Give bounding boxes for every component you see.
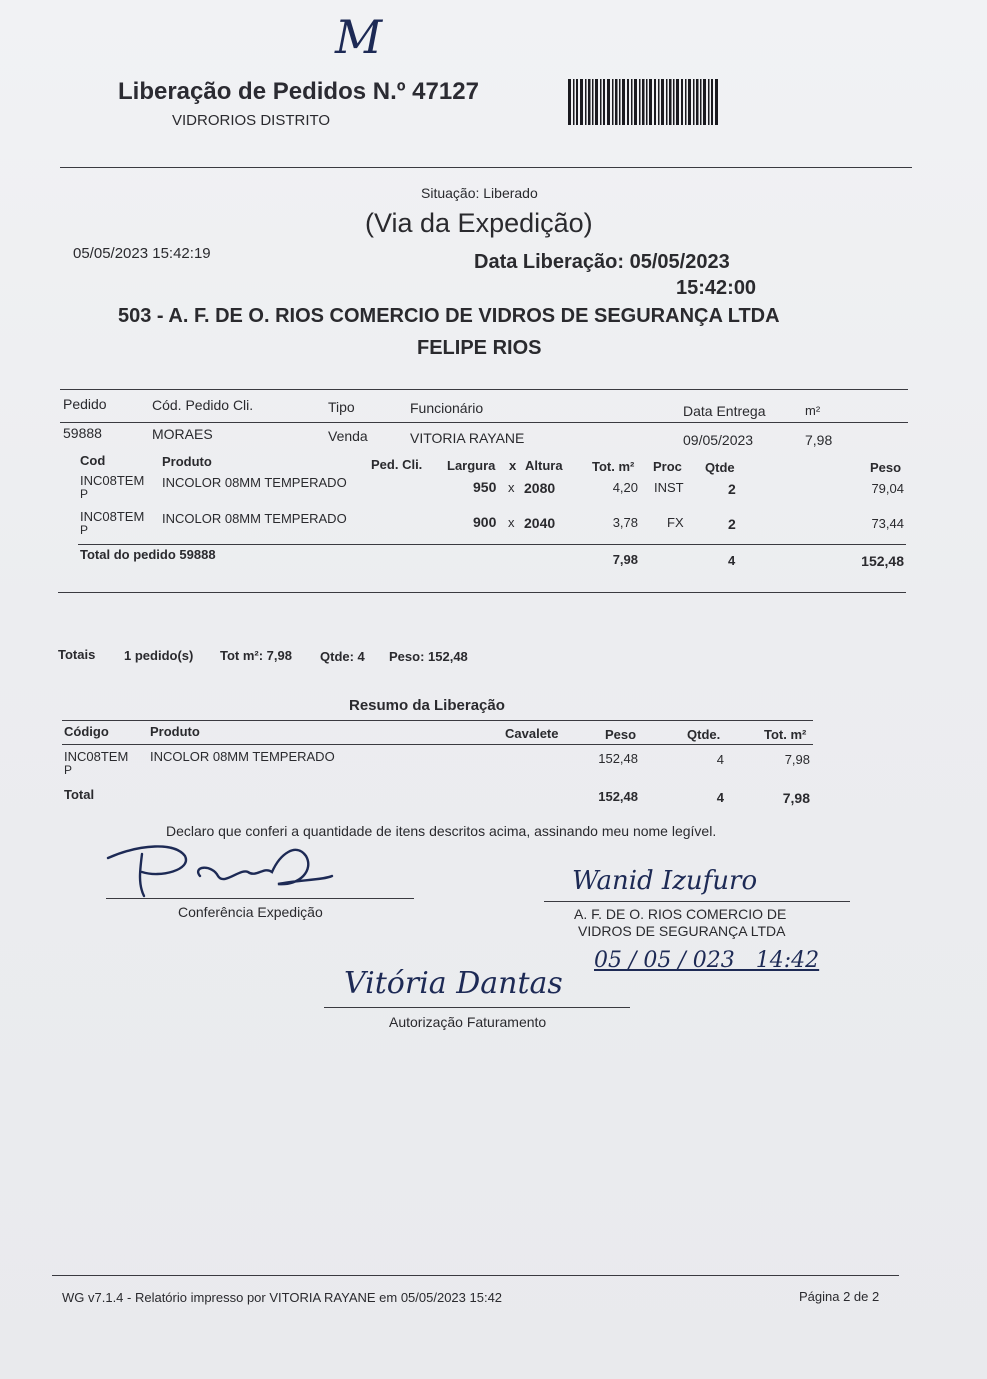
item-header-produto: Produto xyxy=(162,454,212,469)
item-2-altura: 2040 xyxy=(524,515,556,531)
client-signature: Wanid Izufuro xyxy=(572,866,758,896)
order-m2: 7,98 xyxy=(805,432,833,448)
order-total-m2: 7,98 xyxy=(612,552,638,567)
footer-left: WG v7.1.4 - Relatório impresso por VITORIA RAYANE em 05/05/2023 15:42 xyxy=(62,1290,503,1305)
print-datetime: 05/05/2023 15:42:19 xyxy=(73,245,211,262)
item-header-ped-cli: Ped. Cli. xyxy=(371,457,423,472)
summary-row-tot-m2: 7,98 xyxy=(784,752,810,767)
summary-row-peso: 152,48 xyxy=(598,751,638,766)
item-2-proc: FX xyxy=(667,515,684,530)
order-header-pedido: Pedido xyxy=(63,396,107,412)
conferencia-sign-line xyxy=(106,898,414,899)
summary-row-qtde: 4 xyxy=(716,752,724,767)
summary-total-label: Total xyxy=(64,787,95,802)
autorizacao-sign-line xyxy=(324,1007,630,1008)
item-2-tot-m2: 3,78 xyxy=(612,515,638,530)
header-divider xyxy=(60,167,912,168)
status-text: Situação: Liberado xyxy=(421,185,538,201)
footer-page: Página 2 de 2 xyxy=(799,1289,880,1304)
item-header-qtde: Qtde xyxy=(705,460,735,475)
order-header-data-entrega: Data Entrega xyxy=(683,403,766,419)
item-header-altura: Altura xyxy=(525,458,563,473)
item-1-qtde: 2 xyxy=(728,481,736,497)
item-1-largura: 950 xyxy=(473,479,497,495)
order-header-tipo: Tipo xyxy=(328,399,355,415)
order-funcionario: VITORIA RAYANE xyxy=(410,430,525,446)
item-1-proc: INST xyxy=(654,480,684,495)
order-header-line xyxy=(60,422,908,423)
item-2-peso: 73,44 xyxy=(871,516,904,531)
order-header-m2: m² xyxy=(805,403,821,418)
company-name: VIDRORIOS DISTRITO xyxy=(172,112,331,129)
summary-header-produto: Produto xyxy=(150,724,200,739)
summary-header-line xyxy=(62,744,813,745)
order-total-qtde: 4 xyxy=(728,553,736,568)
item-1-cod: INC08TEM xyxy=(80,473,145,488)
client-name: FELIPE RIOS xyxy=(417,337,542,359)
client-sign-line1: A. F. DE O. RIOS COMERCIO DE xyxy=(574,906,787,922)
item-1-tot-m2: 4,20 xyxy=(612,480,638,495)
summary-row-produto: INCOLOR 08MM TEMPERADO xyxy=(150,749,335,764)
summary-row-cod: INC08TEM xyxy=(64,749,129,764)
totals-qtde: Qtde: 4 xyxy=(320,649,365,664)
client-sign-line xyxy=(544,901,850,902)
order-top-line xyxy=(60,389,908,390)
item-2-x: x xyxy=(508,515,515,530)
footer-line xyxy=(52,1275,899,1276)
item-header-x: x xyxy=(509,458,517,473)
summary-row-cod-wrap: P xyxy=(64,763,73,777)
summary-total-tot-m2: 7,98 xyxy=(782,790,810,806)
item-2-cod: INC08TEM xyxy=(80,509,145,524)
order-tipo: Venda xyxy=(328,428,368,444)
summary-header-qtde: Qtde. xyxy=(687,727,721,742)
item-1-cod-wrap: P xyxy=(80,487,89,501)
release-date: Data Liberação: 05/05/2023 xyxy=(474,251,730,273)
order-bottom-line xyxy=(58,592,906,593)
item-1-produto: INCOLOR 08MM TEMPERADO xyxy=(162,475,347,490)
order-total-line xyxy=(78,544,906,545)
totals-label: Totais xyxy=(58,647,96,662)
item-header-cod: Cod xyxy=(80,453,106,468)
item-1-peso: 79,04 xyxy=(871,481,904,496)
totals-peso: Peso: 152,48 xyxy=(389,649,468,664)
summary-header-peso: Peso xyxy=(605,727,637,742)
order-header-cod-cli: Cód. Pedido Cli. xyxy=(152,397,254,413)
order-data-entrega: 09/05/2023 xyxy=(683,432,754,448)
summary-title: Resumo da Liberação xyxy=(349,697,505,714)
client-sign-line2: VIDROS DE SEGURANÇA LTDA xyxy=(578,923,786,939)
autorizacao-signature: Vitória Dantas xyxy=(344,966,563,1001)
order-pedido: 59888 xyxy=(63,425,102,441)
document-title: Liberação de Pedidos N.º 47127 xyxy=(118,78,479,105)
client-line: 503 - A. F. DE O. RIOS COMERCIO DE VIDROS DE SEGURANÇA LTDA xyxy=(118,305,780,327)
item-2-qtde: 2 xyxy=(728,516,736,532)
autorizacao-label: Autorização Faturamento xyxy=(389,1014,547,1030)
handwritten-mark: M xyxy=(335,10,383,64)
via-title: (Via da Expedição) xyxy=(365,208,593,238)
order-total-label: Total do pedido 59888 xyxy=(80,547,216,562)
summary-total-peso: 152,48 xyxy=(598,789,638,804)
summary-header-codigo: Código xyxy=(64,724,109,739)
totals-m2: Tot m²: 7,98 xyxy=(220,648,292,663)
release-time: 15:42:00 xyxy=(676,277,757,299)
item-header-peso: Peso xyxy=(870,460,902,475)
item-header-largura: Largura xyxy=(447,458,496,473)
item-1-x: x xyxy=(508,480,515,495)
summary-top-line xyxy=(62,720,813,721)
conferencia-signature xyxy=(232,860,235,861)
barcode xyxy=(568,79,720,125)
item-header-proc: Proc xyxy=(653,459,682,474)
conferencia-label: Conferência Expedição xyxy=(178,904,323,920)
summary-header-tot-m2: Tot. m² xyxy=(764,727,807,742)
conferencia-signature-stroke xyxy=(100,836,340,906)
summary-total-qtde: 4 xyxy=(716,790,724,805)
item-2-cod-wrap: P xyxy=(80,523,89,537)
order-header-funcionario: Funcionário xyxy=(410,400,484,416)
order-total-peso: 152,48 xyxy=(861,553,904,569)
handwritten-date: 05 / 05 / 023 14:42 xyxy=(594,948,820,973)
order-cod-cli: MORAES xyxy=(152,426,213,442)
declaration-text: Declaro que conferi a quantidade de itens descritos acima, assinando meu nome legível. xyxy=(166,823,717,839)
item-header-tot-m2: Tot. m² xyxy=(592,459,635,474)
item-2-largura: 900 xyxy=(473,514,497,530)
summary-header-cavalete: Cavalete xyxy=(505,726,559,741)
totals-pedidos: 1 pedido(s) xyxy=(124,648,194,663)
item-2-produto: INCOLOR 08MM TEMPERADO xyxy=(162,511,347,526)
item-1-altura: 2080 xyxy=(524,480,556,496)
